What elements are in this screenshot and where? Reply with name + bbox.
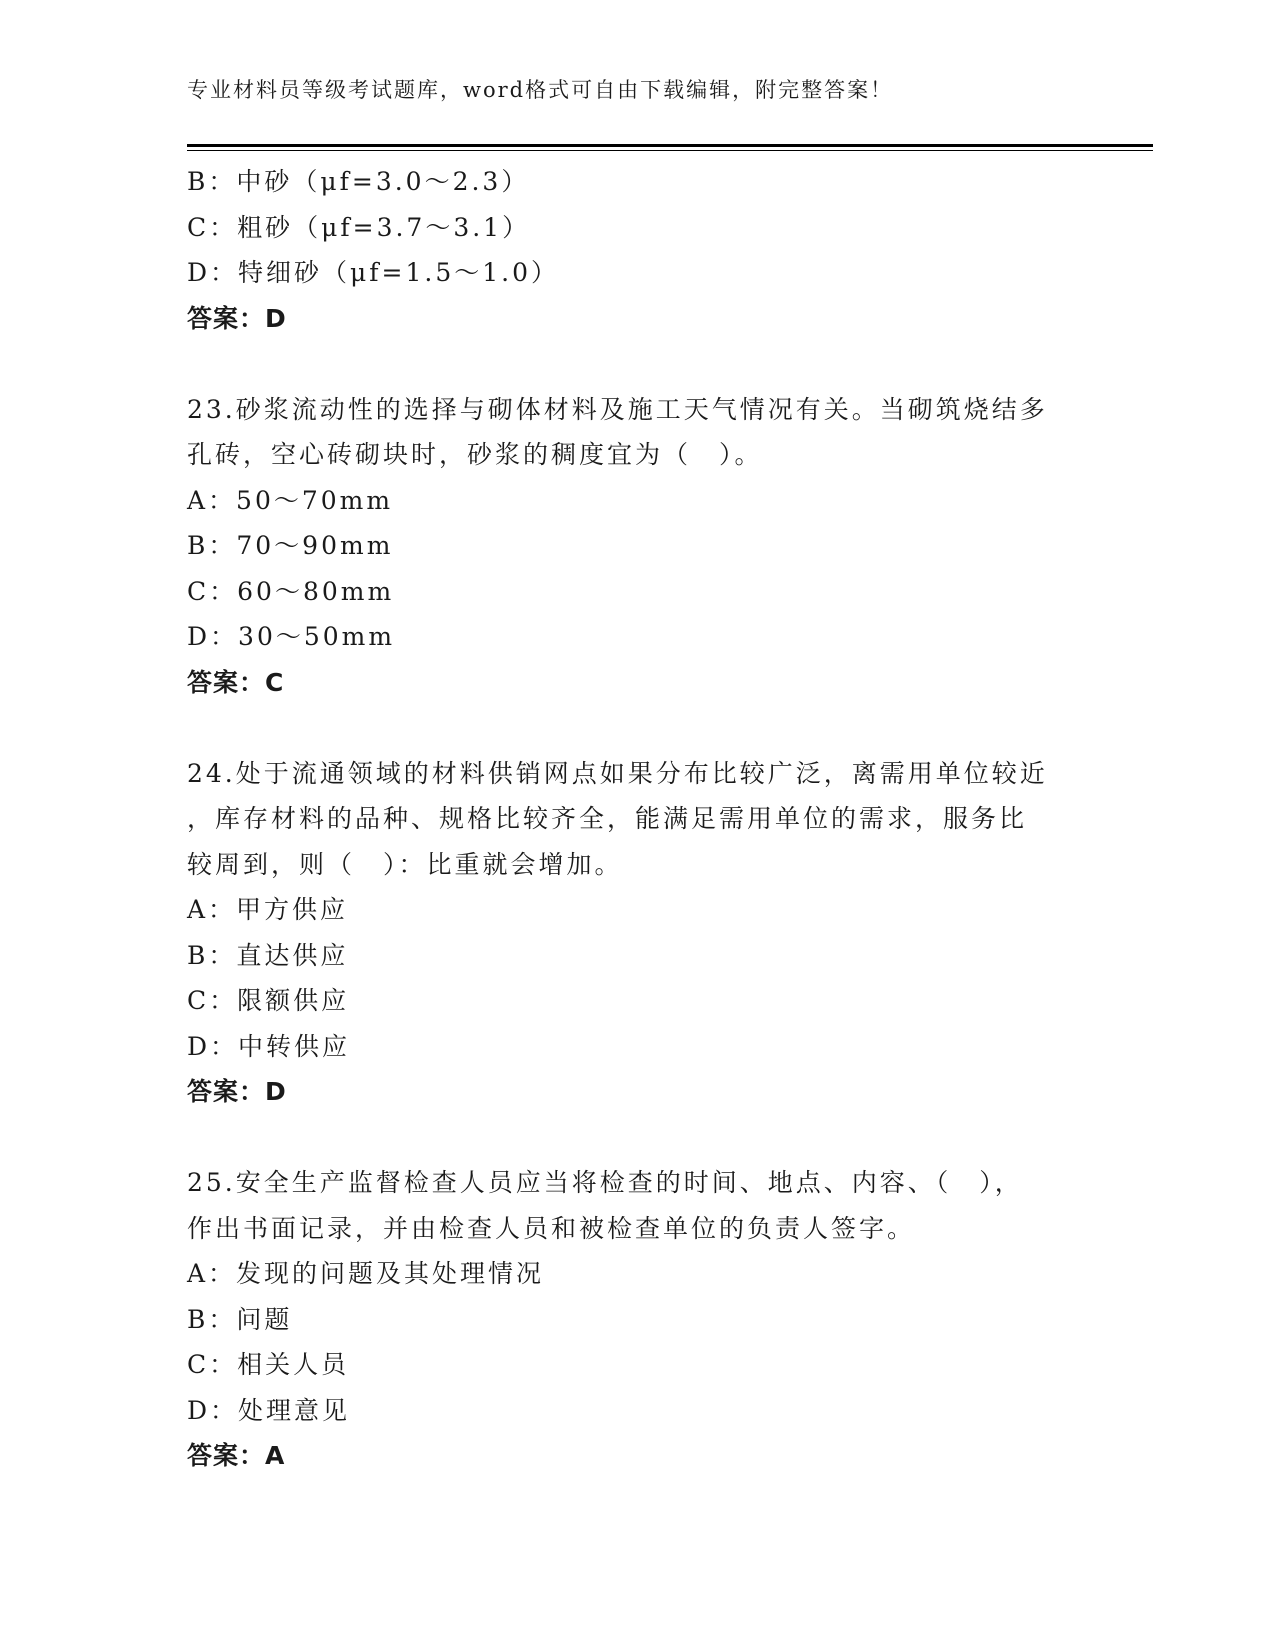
question-24-text-line-3: 较周到，则（ ）：比重就会增加。 [187, 849, 623, 879]
question-24-text-line-2: ，库存材料的品种、规格比较齐全，能满足需用单位的需求，服务比 [187, 804, 1028, 833]
answer: 答案：D [187, 303, 287, 333]
answer: 答案：A [187, 1441, 286, 1470]
option-d: D：处理意见 [187, 1395, 351, 1425]
spacer [187, 341, 1087, 387]
question-23-text-line-1: 23.砂浆流动性的选择与砌体材料及施工天气情况有关。当砌筑烧结多 [187, 394, 1048, 424]
option-b: B：70～90mm [187, 531, 394, 560]
option-c: C：60～80mm [187, 576, 395, 606]
option-b: B：中砂（μf=3.0～2.3） [187, 167, 530, 196]
option-a: A：发现的问题及其处理情况 [187, 1259, 545, 1288]
spacer [187, 705, 1087, 751]
spacer [187, 1115, 1087, 1161]
option-d: D：中转供应 [187, 1031, 351, 1061]
question-content [187, 159, 1087, 1479]
option-a: A：50～70mm [187, 485, 394, 515]
question-23-block [187, 387, 1087, 706]
page-header: 专业材料员等级考试题库，word格式可自由下载编辑，附完整答案！ [187, 78, 894, 102]
question-25-text-line-2: 作出书面记录，并由检查人员和被检查单位的负责人签字。 [187, 1213, 916, 1243]
question-24-text-line-1: 24.处于流通领域的材料供销网点如果分布比较广泛，离需用单位较近 [187, 758, 1048, 788]
question-24-block [187, 751, 1087, 1115]
prev-question-block [187, 159, 1087, 341]
option-b: B：问题 [187, 1304, 293, 1334]
option-d: D：30～50mm [187, 622, 396, 651]
option-a: A：甲方供应 [187, 895, 349, 924]
question-25-text-line-1: 25.安全生产监督检查人员应当将检查的时间、地点、内容、（ ）， [187, 1168, 1023, 1197]
question-23-text-line-2: 孔砖，空心砖砌块时，砂浆的稠度宜为（ ）。 [187, 440, 763, 469]
header-rule-thick [187, 144, 1153, 147]
header-rule-thin [187, 150, 1153, 151]
question-25-block [187, 1160, 1087, 1479]
option-c: C：相关人员 [187, 1350, 350, 1379]
option-b: B：直达供应 [187, 940, 349, 970]
answer: 答案：C [187, 667, 285, 697]
answer: 答案：D [187, 1077, 287, 1106]
option-c: C：限额供应 [187, 986, 350, 1015]
option-d: D：特细砂（μf=1.5～1.0） [187, 258, 560, 287]
option-c: C：粗砂（μf=3.7～3.1） [187, 212, 531, 242]
